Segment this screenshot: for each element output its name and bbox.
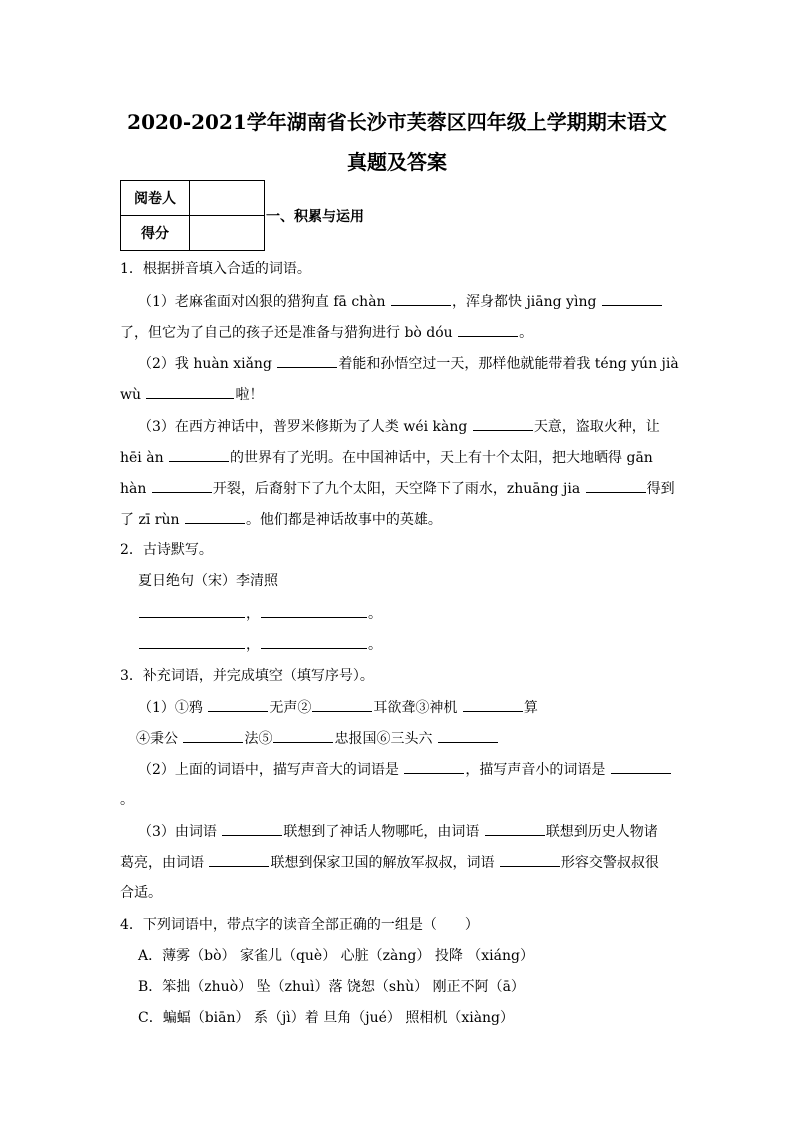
text-line [138,416,660,437]
text-line [138,571,278,591]
text-segment: （1）老麻雀面对凶狠的猎狗直 fā chàn [138,294,391,310]
section-heading: 一、积累与运用 [266,209,364,225]
text-segment: 联想到历史人物诸 [545,824,658,840]
reviewer-cell [190,181,265,216]
text-segment: 耳欲聋③神机 [373,700,462,716]
score-cell [190,216,265,251]
text-segment: B．笨拙（zhuò） 坠（zhuì）落 饶恕（shù） 刚正不阿（ā） [138,979,525,995]
text-line [120,790,134,810]
text-segment: 。 [120,792,134,808]
text-segment: （3）由词语 [138,824,222,840]
text-segment: 合适。 [120,885,162,901]
text-segment: 算 [523,700,538,716]
text-line [120,915,479,935]
text-segment: A．薄雾（bò） 家雀儿（què） 心脏（zàng） 投降 （xiáng） [138,948,534,964]
text-segment: 忠报国⑥三头六 [334,731,437,747]
answer-blank[interactable] [500,852,560,867]
text-segment: C．蝙蝠（biān） 系（jì）着 旦角（jué） 照相机（xiàng） [138,1010,515,1026]
text-segment: 的世界有了光明。在中国神话中，天上有十个太阳，把大地晒得 gān [230,450,653,466]
answer-blank[interactable] [438,728,498,743]
text-line [138,977,525,997]
answer-blank[interactable] [391,291,451,306]
answer-blank[interactable] [485,821,545,836]
text-line [120,259,311,279]
text-segment: 法⑤ [244,731,273,747]
answer-blank[interactable] [277,353,337,368]
text-segment: 2．古诗默写。 [120,542,213,558]
text-segment: 联想到了神话人物哪吒，由词语 [283,824,484,840]
answer-blank[interactable] [261,603,367,618]
reviewer-label: 阅卷人 [121,181,190,216]
text-segment: （2）我 huàn xiǎng [138,356,277,372]
answer-blank[interactable] [463,697,523,712]
text-segment: 着能和孙悟空过一天，那样他就能带着我 téng yún jià [338,356,679,372]
text-segment: hēi àn [120,450,169,466]
text-line [138,1008,514,1028]
answer-blank[interactable] [209,852,269,867]
document-title-line-2: 真题及答案 [347,150,447,174]
text-segment: 联想到保家卫国的解放军叔叔，词语 [270,855,499,871]
document-title-line-1: 2020-2021学年湖南省长沙市芙蓉区四年级上学期期末语文 [127,110,667,134]
text-segment: 。 [368,606,382,622]
answer-blank[interactable] [261,634,367,649]
text-segment: hàn [120,481,151,497]
text-segment: 天意，盗取火种，让 [533,419,660,435]
answer-blank[interactable] [458,322,518,337]
text-line [120,384,263,405]
answer-blank[interactable] [611,759,671,774]
text-line [120,666,374,686]
score-table [120,180,265,251]
text-segment: ， [246,637,260,653]
text-line [138,821,658,842]
text-line [138,697,538,718]
answer-blank[interactable] [169,447,229,462]
text-segment: 。他们都是神话故事中的英雄。 [245,512,442,528]
answer-blank[interactable] [183,728,243,743]
answer-blank[interactable] [602,291,662,306]
text-line [120,322,533,343]
text-segment: 。 [519,325,534,341]
text-line [120,540,213,560]
text-segment: 葛亮，由词语 [120,855,209,871]
text-segment: wù [120,387,146,403]
text-line [138,291,663,312]
answer-blank[interactable] [473,416,533,431]
text-line [120,883,162,903]
text-line [120,478,675,499]
text-segment: 4．下列词语中，带点字的读音全部正确的一组是（ ） [120,917,479,933]
answer-blank[interactable] [152,478,212,493]
text-line [138,634,382,655]
answer-blank[interactable] [404,759,464,774]
text-line [138,946,534,966]
text-line [138,603,382,624]
text-segment: 啦！ [235,387,264,403]
score-label: 得分 [121,216,190,251]
text-segment: （1）①鸦 [138,700,208,716]
text-line [138,759,672,780]
text-segment: 开裂，后裔射下了九个太阳，天空降下了雨水，zhuāng jia [212,481,585,497]
answer-blank[interactable] [185,509,245,524]
answer-blank[interactable] [273,728,333,743]
answer-blank[interactable] [222,821,282,836]
answer-blank[interactable] [139,634,245,649]
text-segment: 了，但它为了自己的孩子还是准备与猎狗进行 bò dóu [120,325,458,341]
text-segment: 无声② [269,700,312,716]
text-segment: 夏日绝句（宋）李清照 [138,573,278,589]
text-segment: 。 [368,637,382,653]
text-segment: 形容交警叔叔很 [560,855,659,871]
text-segment: ， [246,606,260,622]
text-line [120,447,653,468]
text-segment: 得到 [646,481,675,497]
answer-blank[interactable] [208,697,268,712]
text-line [120,852,659,873]
text-line [120,509,442,530]
text-segment: ，描写声音小的词语是 [465,762,610,778]
text-segment: 3．补充词语，并完成填空（填写序号）。 [120,668,374,684]
answer-blank[interactable] [139,603,245,618]
text-segment: （3）在西方神话中，普罗米修斯为了人类 wéi kàng [138,419,472,435]
answer-blank[interactable] [146,384,234,399]
text-segment: ，浑身都快 jiāng yìng [452,294,601,310]
text-segment: ④秉公 [136,731,183,747]
text-segment: （2）上面的词语中，描写声音大的词语是 [138,762,404,778]
text-line [138,353,679,374]
text-line [136,728,499,749]
text-segment: 1．根据拼音填入合适的词语。 [120,261,311,277]
answer-blank[interactable] [312,697,372,712]
answer-blank[interactable] [586,478,646,493]
text-segment: 了 zī rùn [120,512,184,528]
